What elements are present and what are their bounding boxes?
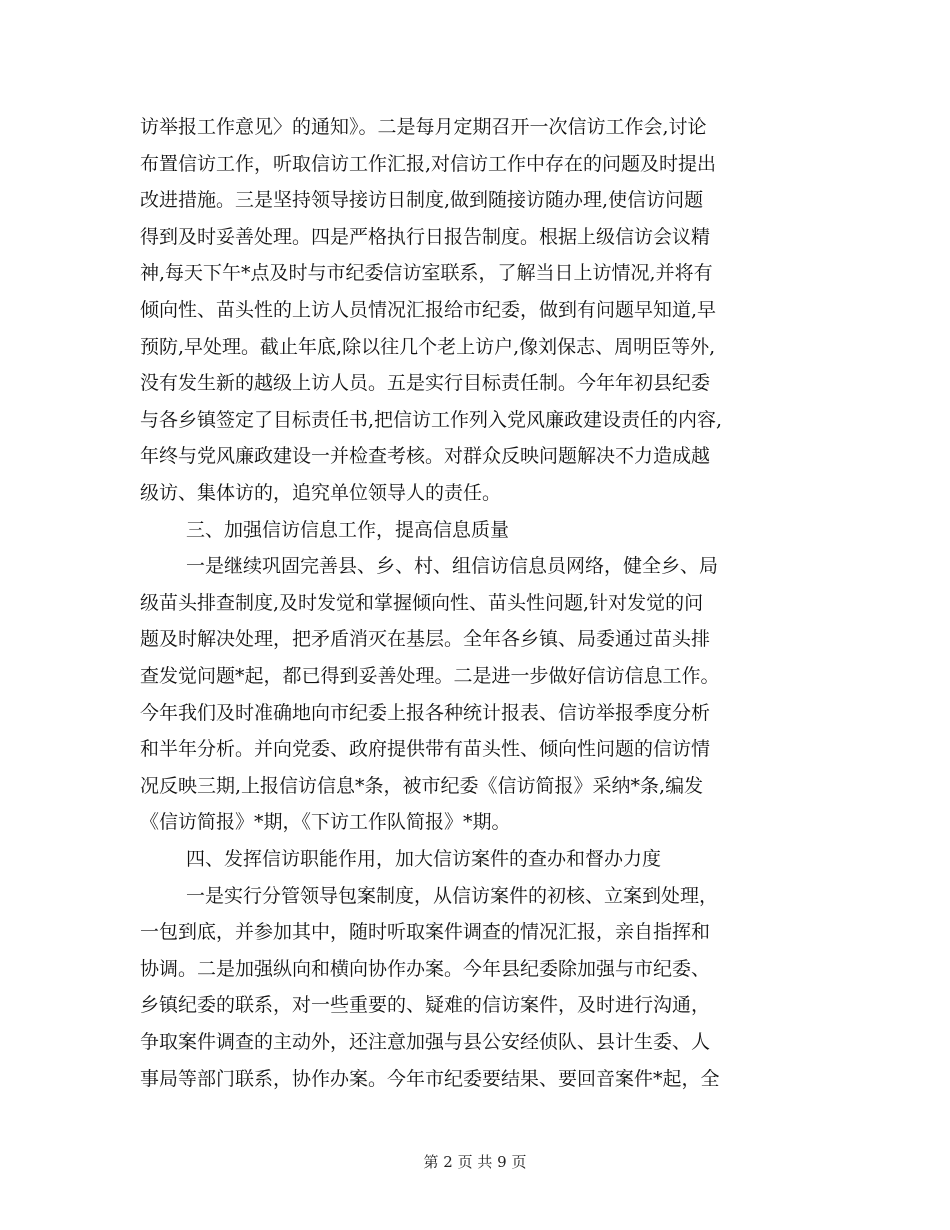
text-line: 争取案件调查的主动外，还注意加强与县公安经侦队、县计生委、人 bbox=[140, 1031, 711, 1053]
text-line: 年终与党风廉政建设一并检查考核。对群众反映问题解决不力造成越 bbox=[140, 445, 711, 468]
text-line: 查发觉问题*起，都已得到妥善处理。二是进一步做好信访信息工作。 bbox=[140, 665, 720, 687]
text-line: 得到及时妥善处理。四是严格执行日报告制度。根据上级信访会议精 bbox=[140, 225, 711, 248]
text-line: 一是实行分管领导包案制度，从信访案件的初核、立案到处理， bbox=[186, 884, 719, 907]
text-line: 改进措施。三是坚持领导接访日制度,做到随接访随办理,使信访问题 bbox=[140, 189, 704, 212]
text-line: 级苗头排查制度,及时发觉和掌握倾向性、苗头性问题,针对发觉的问 bbox=[140, 591, 704, 614]
text-line: 一包到底，并参加其中，随时听取案件调查的情况汇报，亲自指挥和 bbox=[140, 921, 711, 944]
text-line: 《信访简报》*期，《下访工作队简报》*期。 bbox=[140, 811, 511, 834]
text-line: 题及时解决处理，把矛盾消灭在基层。全年各乡镇、局委通过苗头排 bbox=[140, 628, 711, 651]
text-line: 三、加强信访信息工作，提高信息质量 bbox=[186, 518, 510, 541]
text-line: 预防,早处理。截止年底,除以往几个老上访户,像刘保志、周明臣等外, bbox=[140, 335, 716, 358]
text-line: 和半年分析。并向党委、政府提供带有苗头性、倾向性问题的信访情 bbox=[140, 738, 711, 761]
text-line: 布置信访工作，听取信访工作汇报,对信访工作中存在的问题及时提出 bbox=[140, 152, 717, 175]
text-line: 没有发生新的越级上访人员。五是实行目标责任制。今年年初县纪委 bbox=[140, 372, 711, 395]
text-line: 事局等部门联系，协作办案。今年市纪委要结果、要回音案件*起，全 bbox=[140, 1067, 720, 1090]
text-line: 神,每天下午*点及时与市纪委信访室联系，了解当日上访情况,并将有 bbox=[140, 262, 713, 285]
text-line: 访举报工作意见〉的通知》。二是每月定期召开一次信访工作会,讨论 bbox=[140, 116, 707, 138]
text-line: 与各乡镇签定了目标责任书,把信访工作列入党风廉政建设责任的内容, bbox=[140, 408, 723, 431]
text-line: 四、发挥信访职能作用，加大信访案件的查办和督办力度 bbox=[186, 848, 662, 870]
text-line: 乡镇纪委的联系，对一些重要的、疑难的信访案件，及时进行沟通， bbox=[140, 994, 711, 1017]
text-line: 协调。二是加强纵向和横向协作办案。今年县纪委除加强与市纪委、 bbox=[140, 957, 711, 980]
text-line: 今年我们及时准确地向市纪委上报各种统计报表、信访举报季度分析 bbox=[140, 701, 711, 724]
page-footer: 第 2 页 共 9 页 bbox=[423, 1153, 527, 1171]
text-line: 况反映三期,上报信访信息*条，被市纪委《信访简报》采纳*条,编发 bbox=[140, 774, 704, 797]
text-line: 一是继续巩固完善县、乡、村、组信访信息员网络，健全乡、局 bbox=[186, 555, 719, 578]
text-line: 级访、集体访的，追究单位领导人的责任。 bbox=[140, 482, 502, 504]
text-line: 倾向性、苗头性的上访人员情况汇报给市纪委，做到有问题早知道,早 bbox=[140, 299, 717, 321]
